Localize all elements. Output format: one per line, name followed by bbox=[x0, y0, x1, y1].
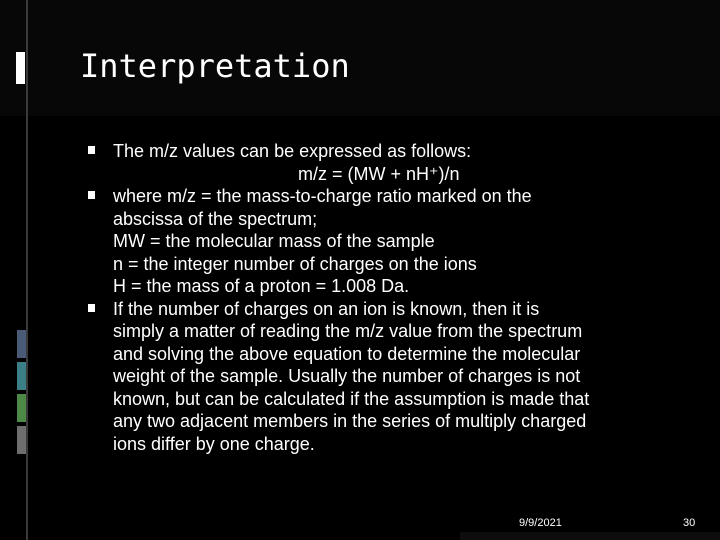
title-marker-top bbox=[16, 52, 25, 64]
square-bullet-icon bbox=[88, 304, 95, 312]
left-decorative-strip bbox=[26, 0, 28, 540]
footer-date: 9/9/2021 bbox=[519, 517, 562, 529]
slide-title: Interpretation bbox=[80, 47, 350, 85]
slide-body bbox=[88, 140, 688, 455]
bullet-line: known, but can be calculated if the assumption is made that bbox=[113, 388, 590, 409]
square-bullet-icon bbox=[88, 191, 95, 199]
bullet-line: weight of the sample. Usually the number of charges is not bbox=[113, 366, 581, 386]
accent-block-gray bbox=[17, 426, 26, 454]
bullet-line: and solving the above equation to determine the molecular bbox=[113, 343, 581, 364]
title-marker-bottom bbox=[16, 64, 25, 84]
equation-line: m/z = (MW + nH⁺)/n bbox=[298, 163, 460, 184]
bullet-line: simply a matter of reading the m/z value from the spectrum bbox=[113, 321, 583, 341]
bullet-text: The m/z values can be expressed as follows: bbox=[113, 141, 472, 161]
bullet-item-3 bbox=[88, 298, 688, 456]
square-bullet-icon bbox=[88, 146, 95, 154]
bullet-line: MW = the molecular mass of the sample bbox=[113, 231, 435, 251]
bullet-line: abscissa of the spectrum; bbox=[113, 208, 318, 229]
bullet-line: H = the mass of a proton = 1.008 Da. bbox=[113, 276, 410, 296]
bullet-item-2 bbox=[88, 185, 688, 298]
footer-bar bbox=[460, 532, 720, 540]
bullet-line: any two adjacent members in the series of multiply charged bbox=[113, 411, 587, 431]
accent-block-green bbox=[17, 394, 26, 422]
accent-block-blue bbox=[17, 330, 26, 358]
bullet-line: where m/z = the mass-to-charge ratio marked on the bbox=[113, 186, 532, 206]
slide-number: 30 bbox=[683, 517, 696, 529]
bullet-line: ions differ by one charge. bbox=[113, 433, 315, 454]
bullet-line: If the number of charges on an ion is known, then it is bbox=[113, 298, 540, 319]
bullet-item-1 bbox=[88, 140, 688, 163]
bullet-line: n = the integer number of charges on the ions bbox=[113, 253, 477, 274]
accent-block-teal bbox=[17, 362, 26, 390]
